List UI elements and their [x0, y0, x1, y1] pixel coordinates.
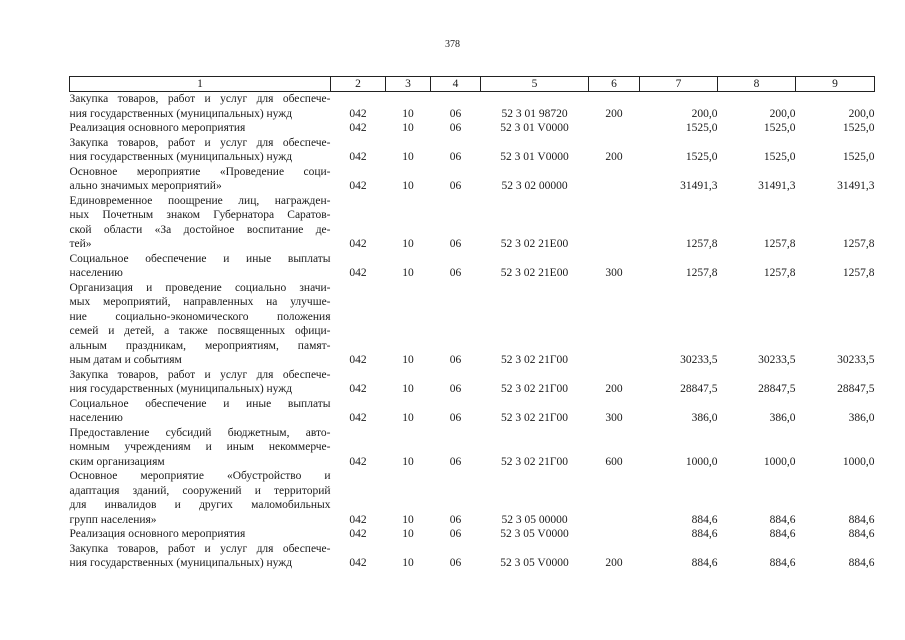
cell-c9: 1257,8: [842, 238, 875, 250]
page-number: 378: [445, 39, 460, 50]
cell-c2: 042: [349, 122, 367, 134]
cell-c6: 200: [605, 107, 623, 120]
cell-c9: 884,6: [848, 528, 875, 540]
cell-c8: 200,0: [769, 107, 796, 120]
cell-c4: 06: [449, 354, 462, 366]
row-name-line: ния государственных (муниципальных) нужд: [69, 107, 293, 120]
column-header: 3: [386, 77, 431, 92]
cell-c6: 300: [605, 267, 623, 279]
cell-c2: 042: [349, 455, 367, 468]
cell-c6: [589, 165, 640, 194]
cell-c7: 28847,5: [680, 383, 718, 395]
table-row: [70, 469, 875, 527]
cell-c2: 042: [349, 513, 367, 526]
cell-c7: 884,6: [691, 557, 718, 569]
row-name-line: семей и детей, а также посвященных офици-: [69, 325, 331, 337]
cell-c5: 52 3 02 21Г00: [500, 455, 569, 468]
cell-c9: 1000,0: [842, 455, 875, 468]
cell-c3: 10: [402, 557, 414, 569]
row-name-line: ским организациям: [69, 455, 165, 468]
cell-c8: 1257,8: [763, 238, 796, 250]
cell-c4: 06: [449, 412, 462, 424]
cell-c4: 06: [449, 383, 462, 395]
cell-c5: 52 3 01 98720: [501, 107, 568, 120]
row-name-cell: [70, 469, 331, 527]
cell-c2: 042: [349, 267, 367, 279]
table-row: [70, 92, 875, 122]
row-name-cell: [70, 397, 331, 426]
table-row: [70, 252, 875, 281]
cell-c5: 52 3 02 21Г00: [500, 383, 569, 395]
cell-c3: 10: [402, 267, 414, 279]
cell-c9: 28847,5: [837, 383, 875, 395]
column-header: 7: [640, 77, 718, 92]
cell-c4: 06: [449, 528, 462, 540]
cell-c3: 10: [402, 383, 414, 395]
table-row: [70, 397, 875, 426]
column-header: 5: [481, 77, 589, 92]
cell-c9: 31491,3: [837, 180, 875, 192]
row-name-cell: [70, 92, 331, 122]
column-header: 2: [331, 77, 386, 92]
row-name-line: номным учреждениям и иным некоммерче-: [69, 441, 331, 453]
cell-c6: 200: [605, 383, 623, 395]
row-name-line: ние социально-экономического положения: [69, 310, 331, 323]
cell-c9: 200,0: [848, 107, 875, 120]
table-body: [70, 92, 875, 571]
row-name-line: Предоставление субсидий бюджетным, авто-: [69, 426, 331, 439]
cell-c9: 1525,0: [842, 151, 875, 163]
cell-c4: 06: [449, 122, 462, 134]
cell-c9: 1257,8: [842, 267, 875, 279]
table-header-row: [70, 77, 875, 92]
cell-c2: 042: [349, 412, 367, 424]
cell-c5: 52 3 05 V0000: [500, 557, 569, 569]
column-header: 6: [589, 77, 640, 92]
cell-c3: 10: [402, 412, 414, 424]
table-row: [70, 426, 875, 470]
cell-c4: 06: [449, 238, 462, 250]
cell-c8: 28847,5: [758, 383, 796, 395]
table-row: [70, 136, 875, 165]
cell-c3: 10: [402, 354, 414, 366]
cell-c4: 06: [449, 267, 462, 279]
cell-c6: 200: [605, 557, 623, 569]
cell-c3: 10: [402, 513, 414, 526]
cell-c7: 1257,8: [685, 238, 718, 250]
cell-c3: 10: [402, 107, 414, 120]
cell-c4: 06: [449, 107, 462, 120]
cell-c7: 1000,0: [685, 455, 718, 468]
cell-c6: [589, 469, 640, 527]
cell-c2: 042: [349, 151, 367, 163]
column-header: 1: [70, 77, 331, 92]
cell-c3: 10: [402, 151, 414, 163]
row-name-line: Социальное обеспечение и иные выплаты: [69, 252, 331, 265]
row-name-cell: [70, 542, 331, 571]
cell-c2: 042: [349, 383, 367, 395]
row-name-line: ской области «За достойное воспитание де-: [69, 223, 331, 236]
cell-c9: 884,6: [848, 557, 875, 569]
table-row: [70, 121, 875, 136]
row-name-line: Закупка товаров, работ и услуг для обеспече-: [69, 136, 331, 149]
cell-c8: 1000,0: [763, 455, 796, 468]
cell-c7: 1257,8: [685, 267, 718, 279]
column-header: 4: [431, 77, 481, 92]
table-row: [70, 194, 875, 252]
row-name-line: населению: [69, 267, 123, 279]
cell-c7: 386,0: [691, 412, 718, 424]
cell-c2: 042: [349, 354, 367, 366]
cell-c3: 10: [402, 122, 414, 134]
row-name-line: Закупка товаров, работ и услуг для обеспече-: [69, 368, 331, 381]
row-name-line: Реализация основного мероприятия: [69, 122, 246, 134]
cell-c6: 600: [605, 455, 623, 468]
row-name-cell: [70, 368, 331, 397]
cell-c5: 52 3 01 V0000: [500, 151, 569, 163]
cell-c9: 1525,0: [842, 122, 875, 134]
row-name-line: альным праздникам, мероприятиям, памят-: [69, 339, 331, 352]
cell-c8: 884,6: [769, 513, 796, 526]
row-name-line: ных Почетным знаком Губернатора Саратов-: [69, 209, 331, 221]
cell-c3: 10: [402, 455, 414, 468]
column-header: 9: [796, 77, 875, 92]
row-name-cell: [70, 136, 331, 165]
table-row: [70, 165, 875, 194]
cell-c4: 06: [449, 151, 462, 163]
cell-c2: 042: [349, 107, 367, 120]
cell-c2: 042: [349, 238, 367, 250]
row-name-cell: [70, 194, 331, 252]
cell-c6: [589, 194, 640, 252]
cell-c7: 200,0: [691, 107, 718, 120]
cell-c4: 06: [449, 455, 462, 468]
row-name-line: для инвалидов и других маломобильных: [69, 499, 331, 511]
cell-c3: 10: [402, 180, 414, 192]
row-name-cell: [70, 527, 331, 542]
row-name-line: ния государственных (муниципальных) нужд: [69, 151, 293, 163]
cell-c5: 52 3 05 00000: [501, 513, 568, 526]
cell-c9: 884,6: [848, 513, 875, 526]
cell-c5: 52 3 01 V0000: [500, 122, 569, 134]
row-name-cell: [70, 165, 331, 194]
cell-c8: 386,0: [769, 412, 796, 424]
cell-c7: 30233,5: [680, 354, 718, 366]
cell-c2: 042: [349, 557, 367, 569]
cell-c5: 52 3 02 00000: [501, 180, 568, 192]
cell-c6: [589, 527, 640, 542]
row-name-cell: [70, 281, 331, 368]
cell-c7: 1525,0: [685, 151, 718, 163]
row-name-line: Основное мероприятие «Проведение соци-: [69, 165, 331, 178]
cell-c6: [589, 121, 640, 136]
table-row: [70, 368, 875, 397]
cell-c8: 31491,3: [758, 180, 796, 192]
cell-c5: 52 3 05 V0000: [500, 528, 569, 540]
cell-c7: 1525,0: [685, 122, 718, 134]
budget-table: [69, 76, 875, 571]
row-name-line: Закупка товаров, работ и услуг для обеспече-: [69, 93, 331, 105]
cell-c7: 884,6: [691, 513, 718, 526]
row-name-cell: [70, 426, 331, 470]
cell-c5: 52 3 02 21Е00: [500, 238, 569, 250]
cell-c8: 1257,8: [763, 267, 796, 279]
cell-c5: 52 3 02 21Е00: [500, 267, 569, 279]
cell-c5: 52 3 02 21Г00: [500, 412, 569, 424]
cell-c8: 1525,0: [763, 151, 796, 163]
row-name-line: мых мероприятий, направленных на улучше-: [69, 296, 331, 308]
cell-c4: 06: [449, 557, 462, 569]
row-name-line: ния государственных (муниципальных) нужд: [69, 557, 293, 569]
cell-c6: [589, 281, 640, 368]
cell-c6: 200: [605, 151, 623, 163]
row-name-line: тей»: [69, 238, 92, 250]
row-name-line: Социальное обеспечение и иные выплаты: [69, 397, 331, 410]
row-name-line: Закупка товаров, работ и услуг для обеспече-: [69, 542, 331, 555]
row-name-line: Реализация основного мероприятия: [69, 528, 246, 540]
row-name-line: Единовременное поощрение лиц, награжден-: [69, 194, 331, 207]
cell-c4: 06: [449, 180, 462, 192]
cell-c5: 52 3 02 21Г00: [500, 354, 569, 366]
row-name-line: населению: [69, 412, 123, 424]
row-name-line: ным датам и событиям: [69, 354, 182, 366]
cell-c4: 06: [449, 513, 462, 526]
row-name-cell: [70, 252, 331, 281]
cell-c8: 884,6: [769, 528, 796, 540]
cell-c9: 30233,5: [837, 354, 875, 366]
cell-c7: 31491,3: [680, 180, 718, 192]
row-name-line: групп населения»: [69, 513, 157, 526]
cell-c3: 10: [402, 238, 414, 250]
cell-c8: 1525,0: [763, 122, 796, 134]
cell-c8: 30233,5: [758, 354, 796, 366]
row-name-line: ально значимых мероприятий»: [69, 180, 222, 192]
row-name-line: ния государственных (муниципальных) нужд: [69, 383, 293, 395]
row-name-line: Организация и проведение социально значи-: [69, 281, 331, 294]
row-name-cell: [70, 121, 331, 136]
row-name-line: Основное мероприятие «Обустройство и: [69, 470, 331, 482]
cell-c8: 884,6: [769, 557, 796, 569]
table-row: [70, 527, 875, 542]
row-name-line: адаптация зданий, сооружений и территорий: [69, 484, 331, 497]
cell-c2: 042: [349, 180, 367, 192]
table-row: [70, 542, 875, 571]
cell-c7: 884,6: [691, 528, 718, 540]
cell-c3: 10: [402, 528, 414, 540]
table-row: [70, 281, 875, 368]
cell-c9: 386,0: [848, 412, 875, 424]
cell-c6: 300: [605, 412, 623, 424]
cell-c2: 042: [349, 528, 367, 540]
column-header: 8: [718, 77, 796, 92]
